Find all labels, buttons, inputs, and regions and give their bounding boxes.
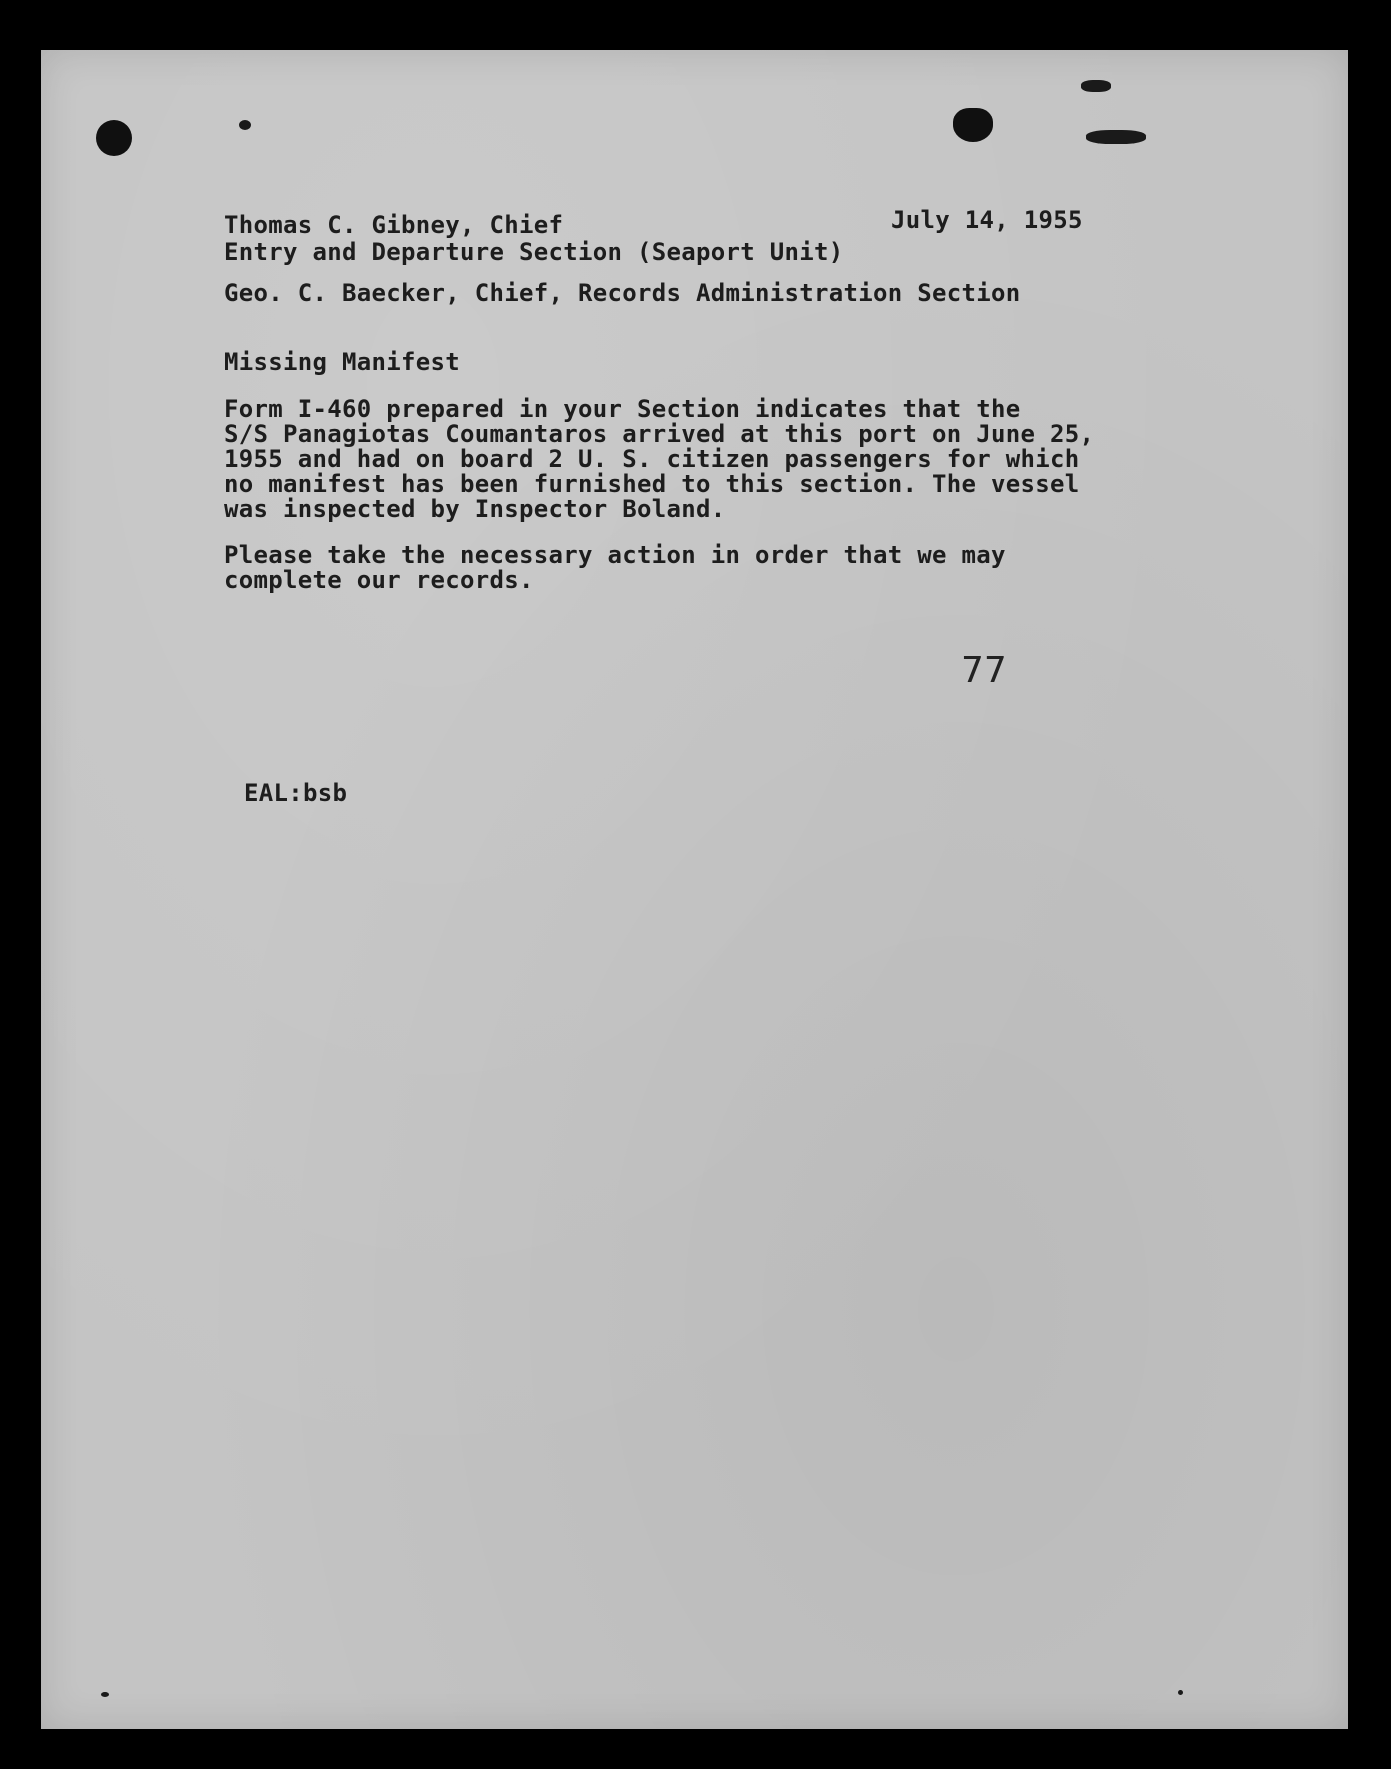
scan-mark (1178, 1690, 1183, 1695)
paragraph-line: Please take the necessary action in order that we may (224, 541, 1006, 569)
subject-line: Missing Manifest (224, 348, 460, 376)
to-section: Entry and Departure Section (Seaport Unit) (224, 238, 844, 266)
from-line: Geo. C. Baecker, Chief, Records Administration Section (224, 279, 1021, 307)
scan-mark (239, 120, 251, 130)
punch-hole-right (953, 108, 993, 142)
paragraph-line: was inspected by Inspector Boland. (224, 495, 726, 523)
punch-hole-left (96, 120, 132, 156)
memo-date: July 14, 1955 (891, 206, 1083, 234)
paragraph-line: S/S Panagiotas Coumantaros arrived at this port on June 25, (224, 420, 1095, 448)
scan-mark (1081, 80, 1111, 92)
to-name: Thomas C. Gibney, Chief (224, 211, 564, 239)
handwritten-number: 77 (961, 650, 1007, 691)
paragraph-line: 1955 and had on board 2 U. S. citizen passengers for which (224, 445, 1080, 473)
paragraph-line: Form I-460 prepared in your Section indicates that the (224, 395, 1021, 423)
paragraph-line: complete our records. (224, 566, 534, 594)
scan-mark (1086, 130, 1146, 144)
typist-initials: EAL:bsb (244, 779, 348, 807)
document-page (41, 50, 1348, 1729)
scan-mark (101, 1692, 109, 1697)
paragraph-line: no manifest has been furnished to this section. The vessel (224, 470, 1080, 498)
